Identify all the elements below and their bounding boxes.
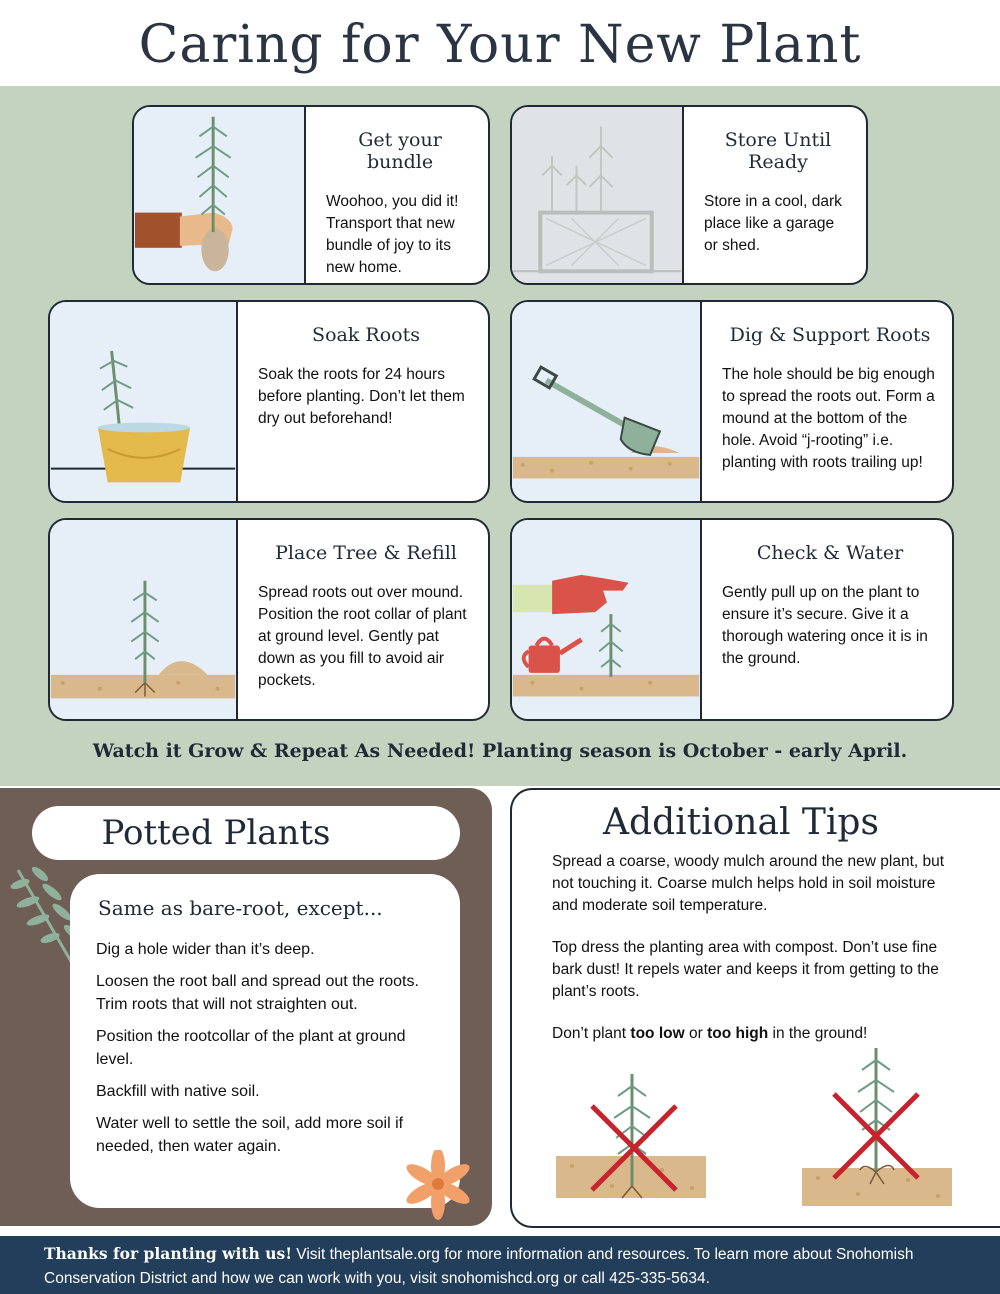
tip-bold: too low [630,1025,685,1042]
step-title: Store Until Ready [724,129,832,173]
step-image [512,107,684,283]
footer-thanks: Thanks for planting with us! [44,1244,292,1263]
step-card-get-bundle [132,105,490,285]
list-item: Backfill with native soil. [96,1083,260,1100]
tree-in-soil-icon [50,520,236,719]
step-image [512,520,702,719]
tip-mulch: Spread a coarse, woody mulch around the new plant, but not touching it. Coarse mulch helps hold in soil moisture and moderate soil temperature. [552,853,945,914]
step-card-soak [48,300,490,503]
step-text: Gently pull up on the plant to ensure it’s secure. Give it a thorough watering once it is in the ground. [722,584,928,667]
tagline: Watch it Grow & Repeat As Needed! Planting season is October - early April. [92,740,908,762]
tip-text: in the ground! [768,1025,868,1042]
tip-bold: too high [707,1025,769,1042]
shovel-digging-icon [512,302,700,501]
step-image [134,107,306,283]
hand-holding-seedling-icon [134,107,304,283]
tip-text: or [684,1025,708,1042]
step-image [512,302,702,501]
step-title: Check & Water [756,542,904,564]
step-card-store [510,105,868,285]
additional-tips-panel [510,788,1000,1228]
footer [0,1236,1000,1294]
step-text: Soak the roots for 24 hours before planting. Don’t let them dry out beforehand! [258,366,465,427]
step-text: Store in a cool, dark place like a garage or shed. [704,193,842,254]
step-text: The hole should be big enough to spread the roots out. Form a mound at the bottom of the hole. Avoid “j-rooting” i.e. planting with roots trailing up! [722,366,935,471]
tips-heading: Additional Tips [603,802,879,843]
step-title: Get your bundle [358,129,442,173]
step-image [50,302,238,501]
potted-heading: Potted Plants [32,806,460,860]
tip-text: Don’t plant [552,1025,631,1042]
footer-text: Visit theplantsale.org for more information and resources. To learn more about Snohomish Conservation District and how we can work with you, visit snohomishcd.org or call 425-335-5634. [44,1246,914,1287]
step-title: Place Tree & Refill [275,542,457,564]
list-item: Water well to settle the soil, add more soil if needed, then water again. [96,1115,404,1155]
step-card-place-refill [48,518,490,721]
step-text: Spread roots out over mound. Position the root collar of plant at ground level. Gently pat down as you fill to avoid air pockets. [258,584,467,689]
potted-list [96,938,442,1158]
storage-crate-icon [512,107,682,283]
step-title: Soak Roots [312,324,420,346]
potted-subheading: Same as bare-root, except... [98,896,383,920]
list-item: Loosen the root ball and spread out the roots. Trim roots that will not straighten out. [96,973,419,1013]
gloved-hand-watering-can-icon [512,520,700,719]
list-item: Dig a hole wider than it’s deep. [96,941,315,958]
step-image [50,520,238,719]
flower-icon [398,1150,478,1220]
step-card-dig [510,300,954,503]
too-high-planting-icon [798,1034,958,1224]
page-title: Caring for Your New Plant [138,15,862,75]
too-low-planting-icon [552,1046,712,1216]
step-text: Woohoo, you did it! Transport that new bundle of joy to its new home. [326,193,459,276]
tip-compost: Top dress the planting area with compost. Don’t use fine bark dust! It repels water and keeps it from getting to the plant’s roots. [552,939,939,1000]
list-item: Position the rootcollar of the plant at ground level. [96,1028,406,1068]
bucket-with-seedling-icon [50,302,236,501]
potted-plants-panel [0,788,492,1226]
step-card-check-water [510,518,954,721]
step-title: Dig & Support Roots [729,324,931,346]
